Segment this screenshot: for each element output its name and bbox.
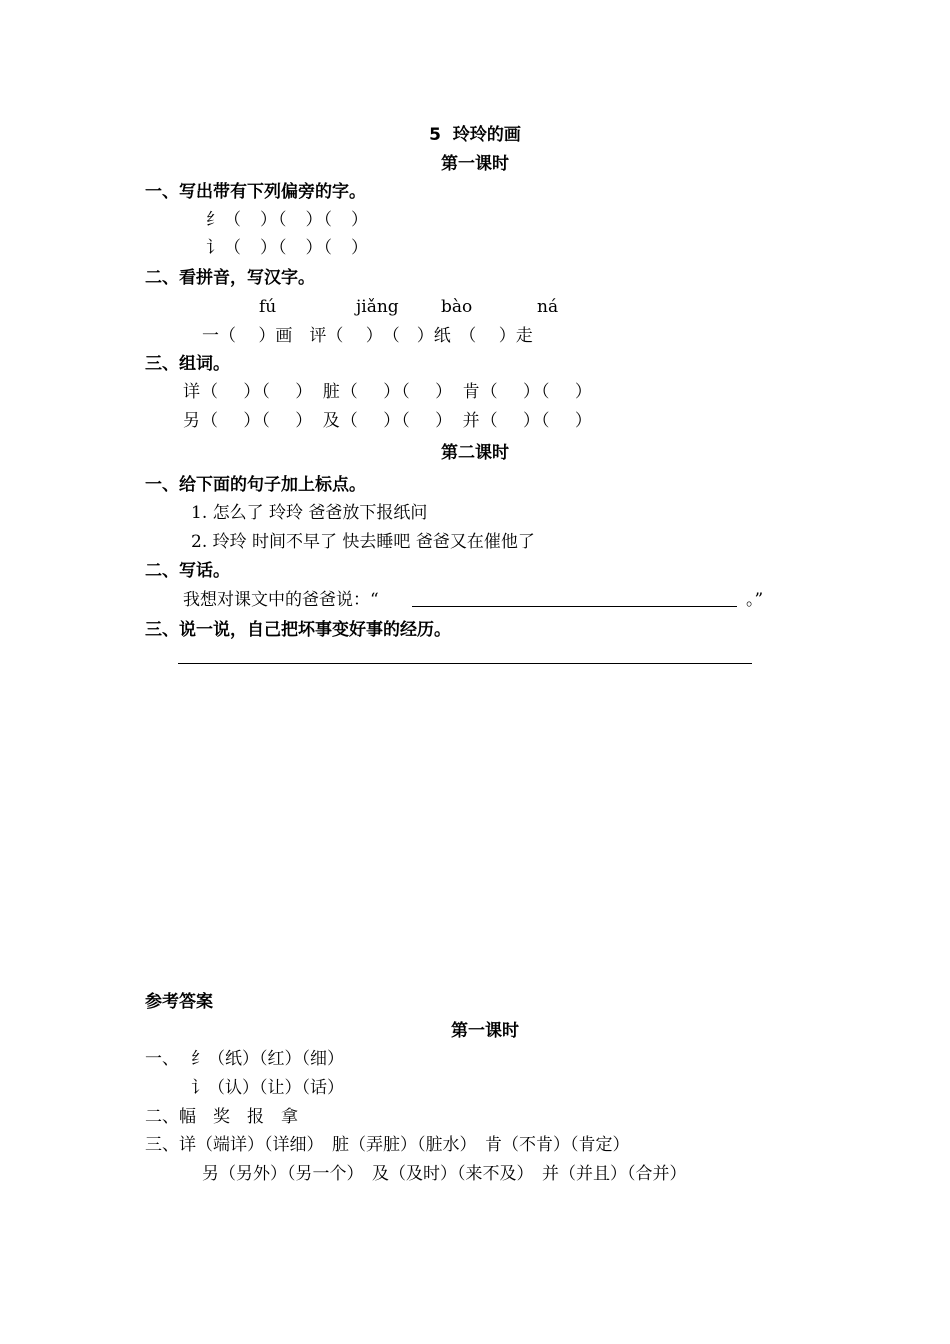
pinyin-fill-line: 一（ ）画 评（ ） （ ）纸 （ ）走 <box>202 326 533 346</box>
answer-1-label: 一、 <box>145 1049 179 1069</box>
answer-3-row-1: 三、详（端详）（详细） 脏（弄脏）（脏水） 肯（不肯）（肯定） <box>145 1135 630 1155</box>
answer-1-row-1: 纟（纸）（红）（细） <box>191 1049 344 1069</box>
lesson2-q2-title: 二、写话。 <box>145 561 230 581</box>
answers-title: 参考答案 <box>145 992 213 1012</box>
pinyin-jiang: jiǎng <box>356 297 399 317</box>
pinyin-fu: fú <box>259 297 277 317</box>
page-title: 5 玲玲的画 <box>429 125 521 145</box>
lesson1-q2-title: 二、看拼音，写汉字。 <box>145 268 315 288</box>
answers-heading: 第一课时 <box>451 1021 519 1041</box>
radical-row-speech: 讠（ ）（ ）（ ） <box>206 238 369 258</box>
word-group-row-1: 详（ ）（ ） 脏（ ）（ ） 肯（ ）（ ） <box>183 382 593 402</box>
writing-prompt: 我想对课文中的爸爸说：“ <box>183 590 379 610</box>
lesson2-q3-title: 三、说一说，自己把坏事变好事的经历。 <box>145 620 451 640</box>
lesson2-heading: 第二课时 <box>441 443 509 463</box>
answer-2: 二、幅 奖 报 拿 <box>145 1107 298 1127</box>
lesson1-q1-title: 一、写出带有下列偏旁的字。 <box>145 182 366 202</box>
pinyin-bao: bào <box>441 297 473 317</box>
lesson1-heading: 第一课时 <box>441 154 509 174</box>
writing-prompt-end: 。” <box>746 590 764 610</box>
punctuation-item-1: 1. 怎么了 玲玲 爸爸放下报纸问 <box>191 503 428 523</box>
lesson2-q1-title: 一、给下面的句子加上标点。 <box>145 475 366 495</box>
lesson1-q3-title: 三、组词。 <box>145 354 230 374</box>
word-group-row-2: 另（ ）（ ） 及（ ）（ ） 并（ ）（ ） <box>183 411 593 431</box>
radical-row-silk: 纟（ ）（ ）（ ） <box>206 210 369 230</box>
answer-1-row-2: 讠（认）（让）（话） <box>191 1078 344 1098</box>
experience-answer-line <box>178 663 752 664</box>
punctuation-item-2: 2. 玲玲 时间不早了 快去睡吧 爸爸又在催他了 <box>191 532 535 552</box>
pinyin-na: ná <box>537 297 559 317</box>
writing-answer-line <box>412 606 737 607</box>
answer-3-row-2: 另（另外）（另一个） 及（及时）（来不及） 并（并且）（合并） <box>202 1164 687 1184</box>
